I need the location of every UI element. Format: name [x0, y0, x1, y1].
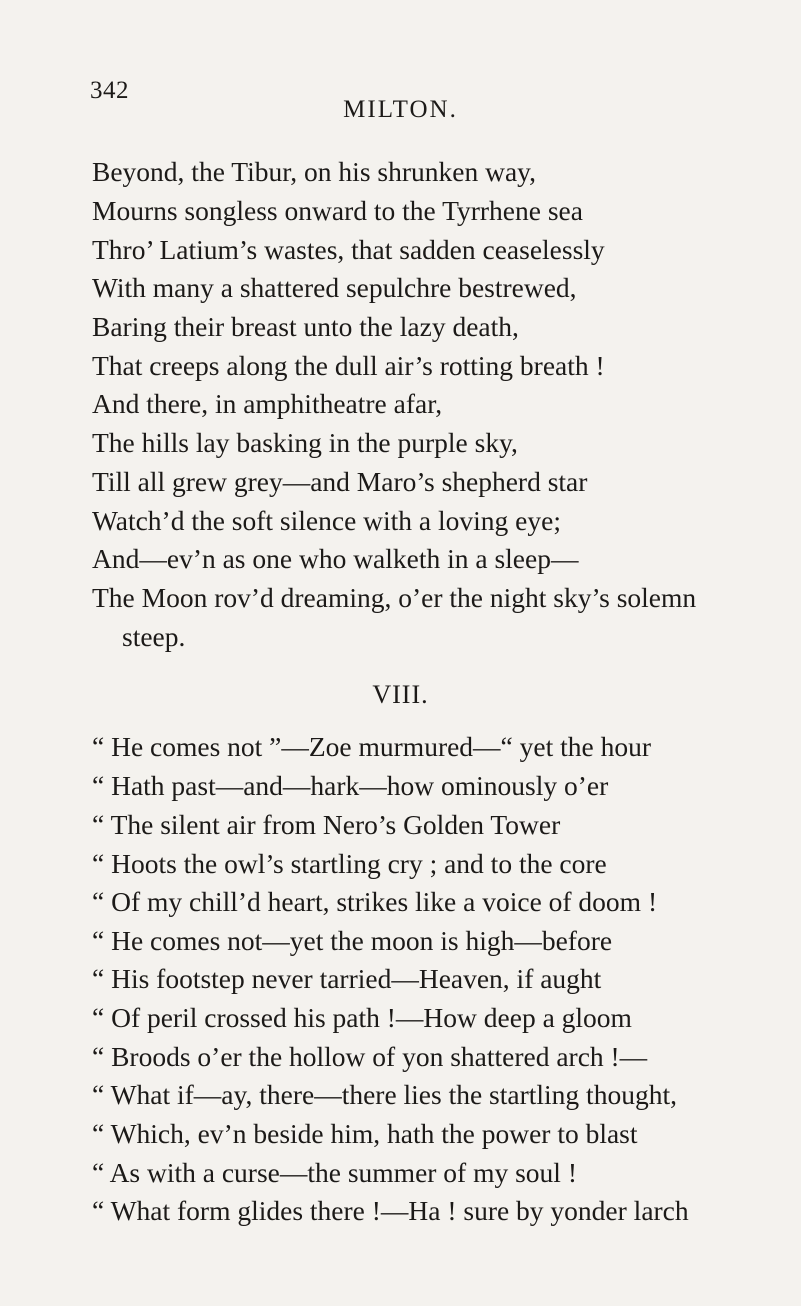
page-number: 342	[90, 77, 129, 104]
verse-line: “ What form glides there !—Ha ! sure by yonder larch	[92, 1195, 689, 1226]
verse-line: “ He comes not ”—Zoe murmured—“ yet the hour	[92, 731, 651, 762]
verse-line: Thro’ Latium’s wastes, that sadden ceaselessly	[92, 234, 605, 265]
verse-line: “ His footstep never tarried—Heaven, if aught	[92, 963, 602, 994]
verse-line: Beyond, the Tibur, on his shrunken way,	[92, 156, 536, 187]
verse-line: “ Hath past—and—hark—how ominously o’er	[92, 770, 609, 801]
verse-line: “ Which, ev’n beside him, hath the power to blast	[92, 1118, 638, 1149]
verse-line: The Moon rov’d dreaming, o’er the night sky’s solemn	[92, 582, 697, 613]
verse-line: “ Of peril crossed his path !—How deep a gloom	[92, 1002, 632, 1033]
verse-line: Mourns songless onward to the Tyrrhene sea	[92, 195, 583, 226]
verse-line: The hills lay basking in the purple sky,	[92, 427, 518, 458]
verse-line: “ He comes not—yet the moon is high—before	[92, 925, 613, 956]
verse-line: Baring their breast unto the lazy death,	[92, 311, 519, 342]
verse-line: “ The silent air from Nero’s Golden Tower	[92, 809, 561, 840]
verse-line: And there, in amphitheatre afar,	[92, 388, 443, 419]
verse-line: “ Broods o’er the hollow of yon shattered arch !—	[92, 1041, 648, 1072]
verse-line: “ As with a curse—the summer of my soul !	[92, 1157, 577, 1188]
verse-line: “ What if—ay, there—there lies the startling thought,	[92, 1079, 677, 1110]
verse-line: With many a shattered sepulchre bestrewed,	[92, 272, 577, 303]
section-heading: VIII.	[372, 680, 429, 709]
verse-turnover: steep.	[122, 621, 186, 652]
running-head: MILTON.	[343, 96, 458, 123]
verse-line: Till all grew grey—and Maro’s shepherd star	[92, 466, 588, 497]
verse-line: “ Hoots the owl’s startling cry ; and to the core	[92, 848, 607, 879]
verse-line: And—ev’n as one who walketh in a sleep—	[92, 543, 579, 574]
verse-line: That creeps along the dull air’s rotting breath !	[92, 350, 605, 381]
verse-line: “ Of my chill’d heart, strikes like a voice of doom !	[92, 886, 658, 917]
verse-line: Watch’d the soft silence with a loving eye;	[92, 505, 561, 536]
